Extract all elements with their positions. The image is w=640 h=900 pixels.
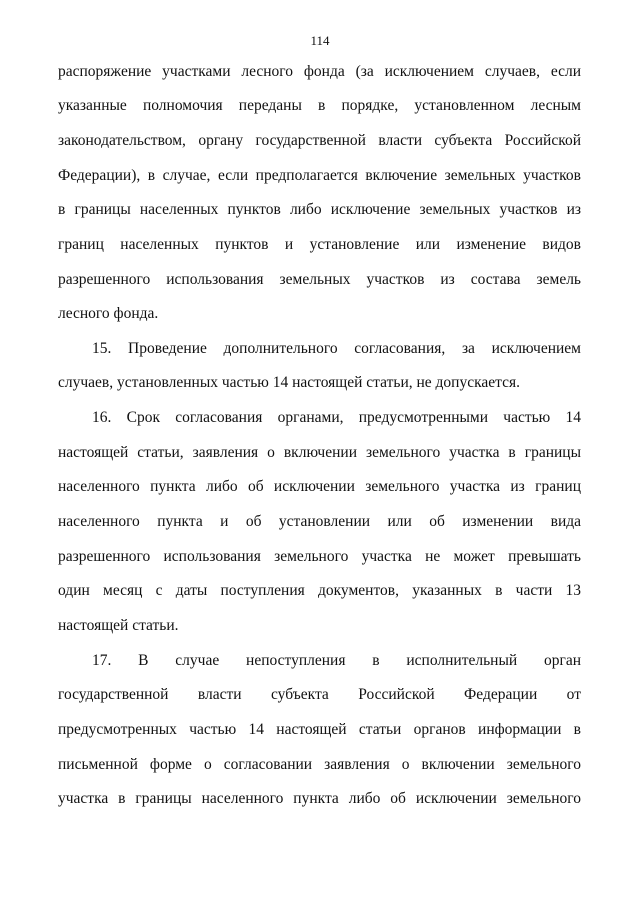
text-line: законодательством, органу государственной власти субъекта Российской [58, 132, 581, 149]
text-line: населенного пункта и об установлении или об изменении вида [58, 513, 581, 530]
paragraph-16-start: 16. Срок согласования органами, предусмотренными частью 14 [92, 409, 581, 426]
text-line: предусмотренных частью 14 настоящей статьи органов информации в [58, 721, 581, 738]
text-line: один месяц с даты поступления документов, указанных в части 13 [58, 582, 581, 599]
text-line: участка в границы населенного пункта либо об исключении земельного [58, 790, 581, 807]
page-number: 114 [310, 33, 330, 48]
text-line: письменной форме о согласовании заявления о включении земельного [58, 756, 581, 773]
text-line: разрешенного использования земельного участка не может превышать [58, 548, 581, 565]
text-line: в границы населенных пунктов либо исключение земельных участков из [58, 201, 581, 218]
text-line: разрешенного использования земельных участков из состава земель [58, 271, 581, 288]
text-line: случаев, установленных частью 14 настоящей статьи, не допускается. [58, 374, 521, 391]
text-line: распоряжение участками лесного фонда (за исключением случаев, если [58, 63, 581, 80]
text-line: лесного фонда. [58, 305, 159, 322]
text-line: государственной власти субъекта Российской Федерации от [58, 686, 581, 703]
text-line: населенного пункта либо об исключении земельного участка из границ [58, 478, 581, 495]
text-line: настоящей статьи. [58, 617, 179, 634]
paragraph-17-start: 17. В случае непоступления в исполнительный орган [92, 652, 581, 669]
paragraph-15-start: 15. Проведение дополнительного согласования, за исключением [92, 340, 581, 357]
text-line: настоящей статьи, заявления о включении земельного участка в границы [58, 444, 581, 461]
text-line: Федерации), в случае, если предполагается включение земельных участков [58, 167, 581, 184]
text-line: границ населенных пунктов и установление или изменение видов [58, 236, 581, 253]
text-line: указанные полномочия переданы в порядке, установленном лесным [58, 97, 581, 114]
